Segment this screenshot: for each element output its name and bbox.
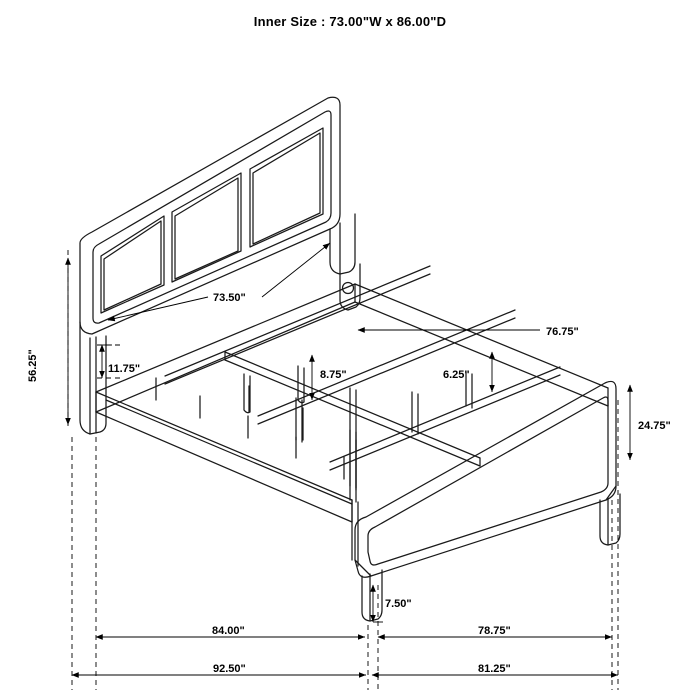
dimension-label-slat-height: 8.75" — [320, 369, 347, 381]
dimension-label-slat-support-height: 6.25" — [443, 369, 470, 381]
dimension-label-inner-width-top: 76.75" — [546, 326, 579, 338]
dimension-label-overall-depth-left: 92.50" — [213, 663, 246, 675]
dimension-label-rail-to-floor: 11.75" — [108, 363, 141, 375]
dimension-label-panel-width: 73.50" — [213, 292, 246, 304]
dimension-label-headboard-height: 56.25" — [27, 349, 39, 382]
dimension-label-overall-depth-right: 81.25" — [478, 663, 511, 675]
dimension-label-footboard-height: 24.75" — [638, 420, 671, 432]
dimension-label-side-rail-right: 78.75" — [478, 625, 511, 637]
dimension-label-footboard-clearance: 7.50" — [385, 598, 412, 610]
page-title: Inner Size : 73.00"W x 86.00"D — [253, 14, 447, 29]
dimension-label-side-rail-left: 84.00" — [212, 625, 245, 637]
